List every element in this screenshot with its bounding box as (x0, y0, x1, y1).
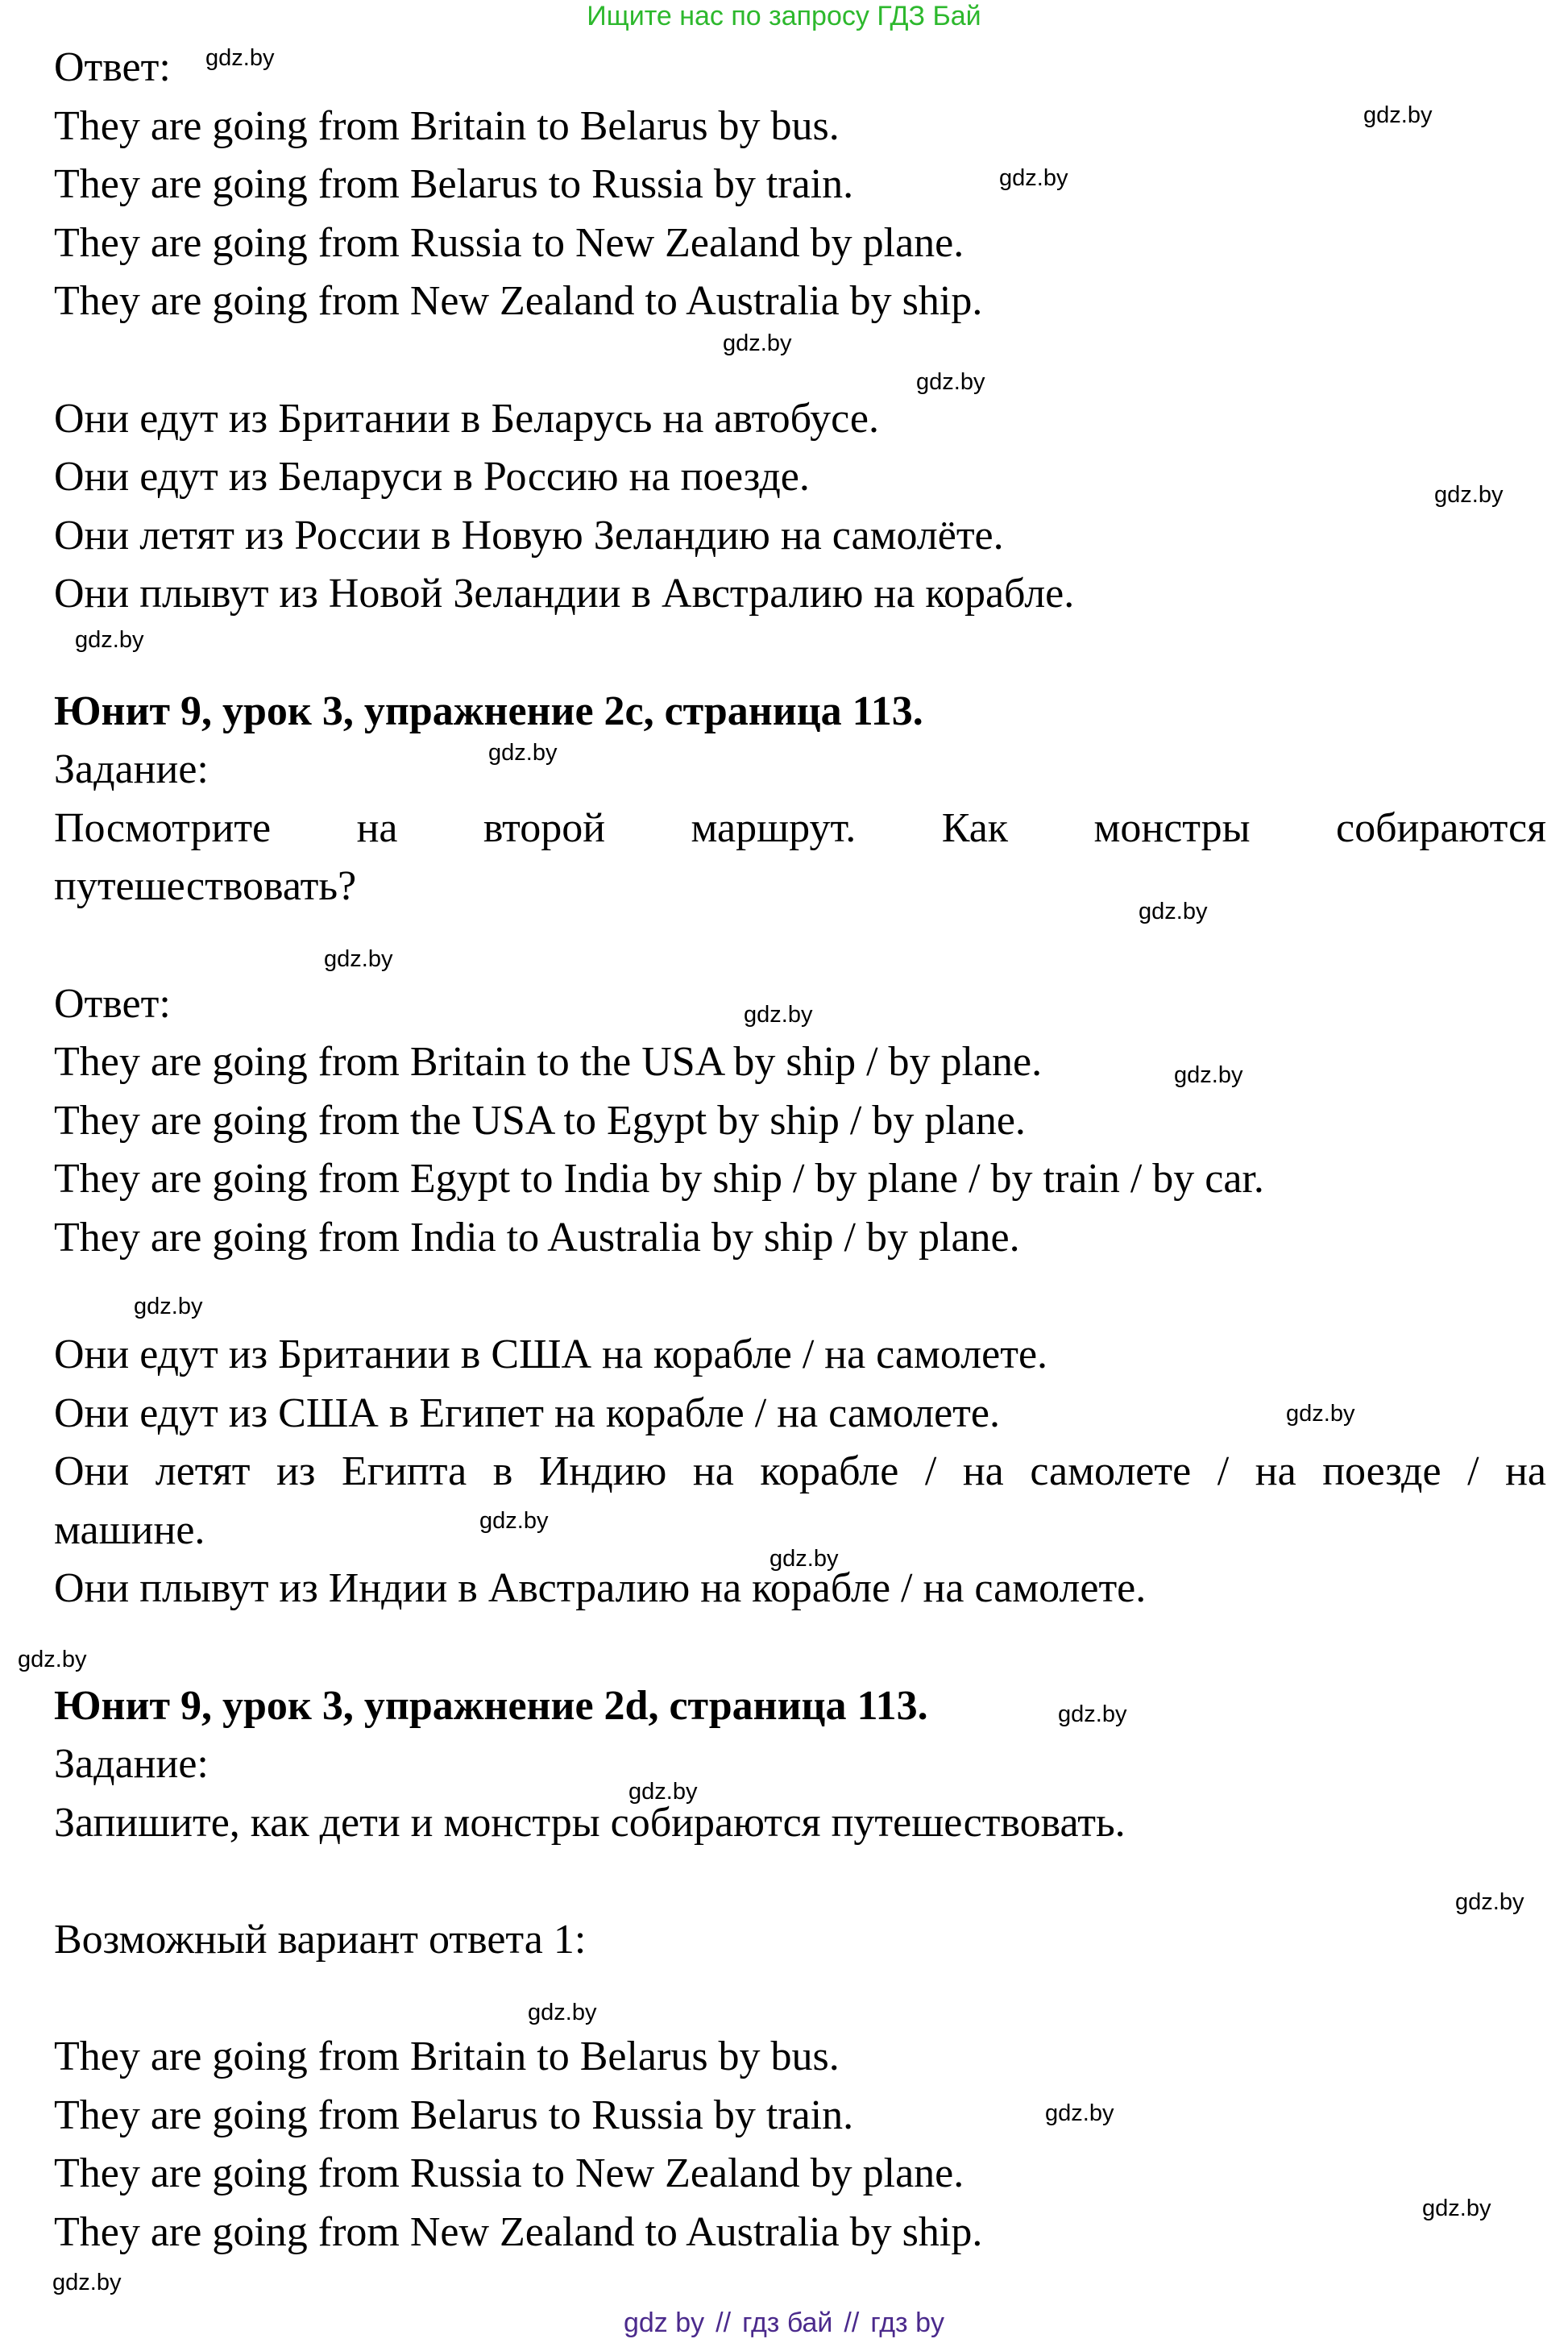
text-line: They are going from Britain to the USA by ship / by plane. (54, 1039, 1043, 1086)
text-line: Посмотрите на второй маршрут. Как монстры собираются (54, 804, 1546, 851)
section-heading: Юнит 9, урок 3, упражнение 2c, страница 113. (54, 688, 923, 734)
watermark: gdz.by (75, 627, 144, 653)
text-line: They are going from New Zealand to Australia by ship. (54, 2208, 983, 2255)
watermark: gdz.by (1363, 102, 1433, 128)
watermark: gdz.by (1058, 1701, 1127, 1727)
watermark: gdz.by (1286, 1401, 1355, 1427)
watermark: gdz.by (916, 369, 985, 395)
watermark: gdz.by (324, 946, 393, 972)
watermark: gdz.by (205, 45, 275, 71)
text-line: They are going from Britain to Belarus by bus. (54, 2034, 840, 2080)
footer-separator: // (844, 2308, 860, 2338)
watermark: gdz.by (628, 1779, 698, 1805)
watermark: gdz.by (488, 740, 558, 766)
text-line: They are going from the USA to Egypt by ship / by plane. (54, 1097, 1026, 1144)
watermark: gdz.by (744, 1002, 813, 1028)
text-line: Они едут из Британии в США на корабле / на самолете. (54, 1331, 1048, 1378)
watermark: gdz.by (1434, 482, 1504, 508)
text-line: They are going from Britain to Belarus by bus. (54, 102, 840, 149)
text-line: Возможный вариант ответа 1: (54, 1917, 587, 1963)
text-line: Они едут из США в Египет на корабле / на самолете. (54, 1390, 1000, 1436)
watermark: gdz.by (723, 330, 792, 356)
footer-separator: // (716, 2308, 732, 2338)
blank-line (54, 624, 1546, 683)
text-line: Ответ: (54, 980, 171, 1027)
watermark: gdz.by (1422, 2196, 1491, 2221)
text-line: Они летят из России в Новую Зеландию на самолёте. (54, 512, 1004, 559)
document-body (54, 39, 1546, 2262)
footer-link-gdz-bai[interactable]: гдз бай (742, 2308, 833, 2338)
text-line: Ответ: (54, 44, 171, 90)
watermark: gdz.by (134, 1294, 203, 1319)
watermark: gdz.by (528, 2000, 597, 2025)
text-line: They are going from Russia to New Zealand by plane. (54, 2150, 964, 2197)
text-line: Они плывут из Индии в Австралию на корабле / на самолете. (54, 1565, 1147, 1612)
watermark: gdz.by (52, 2270, 122, 2295)
text-line: They are going from Russia to New Zealand by plane. (54, 219, 964, 266)
text-line: Они едут из Беларуси в Россию на поезде. (54, 454, 810, 501)
watermark: gdz.by (1139, 899, 1208, 924)
text-line: They are going from Belarus to Russia by train. (54, 2092, 854, 2138)
text-line: Задание: (54, 1741, 209, 1788)
top-banner: Ищите нас по запросу ГДЗ Бай (587, 1, 981, 31)
text-line: Задание: (54, 746, 209, 793)
blank-line (54, 1267, 1546, 1326)
blank-line (54, 331, 1546, 390)
text-line: Запишите, как дети и монстры собираются путешествовать. (54, 1799, 1126, 1846)
text-line: Они летят из Египта в Индию на корабле / на самолете / на поезде / на (54, 1448, 1546, 1495)
blank-line (54, 1618, 1546, 1677)
text-line: They are going from India to Australia by ship / by plane. (54, 1214, 1020, 1261)
text-line: They are going from Belarus to Russia by train. (54, 161, 854, 208)
blank-line (54, 916, 1546, 975)
text-line: They are going from New Zealand to Australia by ship. (54, 278, 983, 325)
watermark: gdz.by (1174, 1062, 1243, 1088)
watermark: gdz.by (769, 1546, 839, 1572)
blank-line (54, 1970, 1546, 2029)
watermark: gdz.by (999, 165, 1068, 191)
footer-link-gdz-by-cyr[interactable]: гдз by (870, 2308, 944, 2338)
text-line: путешествовать? (54, 863, 357, 910)
watermark: gdz.by (479, 1508, 549, 1534)
blank-line (54, 1852, 1546, 1911)
text-line: Они плывут из Новой Зеландии в Австралию на корабле. (54, 571, 1075, 617)
footer-link-gdz-by[interactable]: gdz by (623, 2308, 705, 2338)
footer-links (0, 2307, 1568, 2339)
watermark: gdz.by (1455, 1889, 1524, 1915)
text-line: машине. (54, 1506, 205, 1553)
watermark: gdz.by (1045, 2100, 1114, 2126)
text-line: They are going from Egypt to India by ship / by plane / by train / by car. (54, 1156, 1264, 1203)
watermark: gdz.by (18, 1647, 87, 1672)
text-line: Они едут из Британии в Беларусь на автобусе. (54, 395, 879, 442)
section-heading: Юнит 9, урок 3, упражнение 2d, страница 113. (54, 1682, 928, 1729)
